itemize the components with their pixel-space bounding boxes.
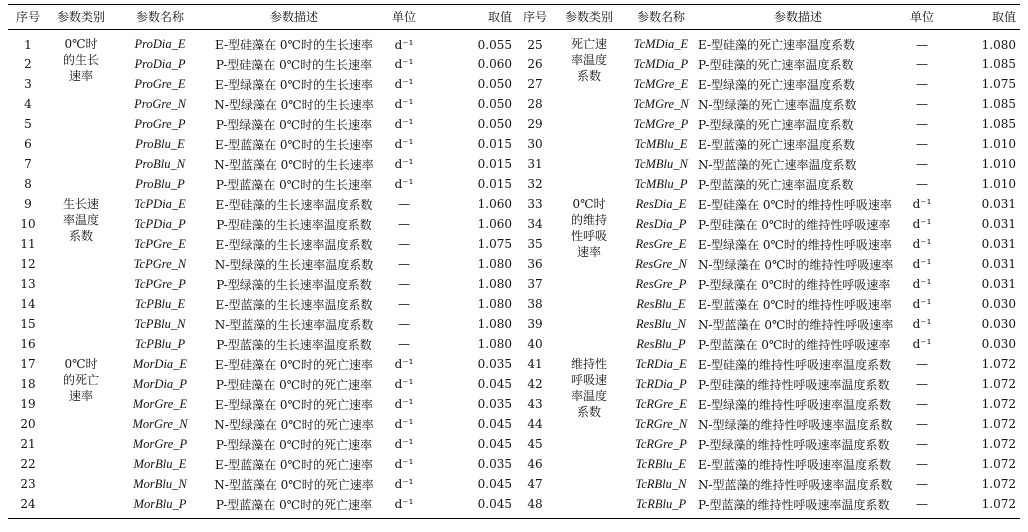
param-desc-2: N-型绿藻的死亡速率温度系数 <box>698 97 857 112</box>
param-name-2: TcRGre_N <box>634 416 688 431</box>
param-desc: E-型硅藻在 0℃时的死亡速率 <box>215 357 373 372</box>
row-no-2: 31 <box>527 157 543 171</box>
row-no-2: 34 <box>527 217 543 231</box>
param-value: 0.035 <box>477 457 512 471</box>
row-no-2: 26 <box>527 57 543 71</box>
header-category: 参数类别 <box>48 4 114 29</box>
row-no: 5 <box>24 117 32 131</box>
param-desc: E-型硅藻在 0℃时的生长速率 <box>215 38 373 53</box>
table-row <box>8 214 1020 234</box>
param-desc-2: N-型蓝藻的维持性呼吸速率温度系数 <box>698 477 893 492</box>
param-desc-2: N-型蓝藻在 0℃时的维持性呼吸速率 <box>698 317 894 332</box>
param-desc-2: E-型绿藻在 0℃时的维持性呼吸速率 <box>698 237 892 252</box>
table-row <box>8 94 1020 114</box>
param-value: 0.050 <box>477 97 512 111</box>
param-desc-2: E-型蓝藻的死亡速率温度系数 <box>698 137 856 152</box>
param-unit-2: — <box>916 397 928 411</box>
param-desc: P-型蓝藻在 0℃时的死亡速率 <box>215 497 373 512</box>
param-desc: E-型硅藻的生长速率温度系数 <box>215 197 373 212</box>
param-unit-2: — <box>916 497 928 511</box>
param-unit-2: d⁻¹ <box>912 277 932 291</box>
row-no: 13 <box>20 277 36 291</box>
param-unit-2: — <box>916 57 928 71</box>
table-row <box>8 254 1020 274</box>
table-row <box>8 494 1020 514</box>
header-unit: 单位 <box>382 4 426 29</box>
param-name: MorGre_P <box>132 436 188 451</box>
param-unit: d⁻¹ <box>394 477 414 491</box>
param-unit: d⁻¹ <box>394 417 414 431</box>
param-value-2: 0.031 <box>981 257 1016 271</box>
param-name-2: ResBlu_P <box>636 336 686 351</box>
param-unit-2: — <box>916 157 928 171</box>
param-value-2: 1.075 <box>981 77 1016 91</box>
param-desc-2: N-型蓝藻的死亡速率温度系数 <box>698 157 857 172</box>
table-body <box>8 29 1020 514</box>
param-desc: N-型蓝藻的生长速率温度系数 <box>214 317 374 332</box>
row-no-2: 42 <box>527 377 543 391</box>
row-no: 20 <box>20 417 36 431</box>
param-value: 0.045 <box>477 477 512 491</box>
param-unit: d⁻¹ <box>394 37 414 52</box>
table-row <box>8 394 1020 414</box>
param-desc-2: E-型绿藻的死亡速率温度系数 <box>698 77 856 92</box>
table-row <box>8 354 1020 374</box>
param-unit: — <box>398 317 410 331</box>
row-no: 19 <box>20 397 36 411</box>
header-name-2: 参数名称 <box>624 4 698 29</box>
table-row <box>8 454 1020 474</box>
param-desc: P-型硅藻在 0℃时的死亡速率 <box>215 377 373 392</box>
row-no-2: 40 <box>527 337 543 351</box>
param-name: TcPGre_E <box>134 236 186 251</box>
row-no-2: 25 <box>527 37 543 52</box>
row-no: 2 <box>24 57 32 71</box>
row-no: 1 <box>24 37 32 52</box>
category-cell-2 <box>554 354 624 514</box>
param-value: 0.045 <box>477 497 512 511</box>
param-name-2: TcMDia_P <box>633 56 689 71</box>
table-row <box>8 29 1020 54</box>
param-unit: — <box>398 277 410 291</box>
param-name: MorGre_E <box>132 396 188 411</box>
param-desc-2: P-型蓝藻的维持性呼吸速率温度系数 <box>698 497 890 512</box>
param-unit-2: d⁻¹ <box>912 257 932 271</box>
row-no: 18 <box>20 377 36 391</box>
param-name-2: ResDia_E <box>635 196 687 211</box>
row-no: 21 <box>20 437 36 451</box>
param-value: 1.080 <box>477 277 512 291</box>
param-unit: d⁻¹ <box>394 157 414 171</box>
param-unit-2: — <box>916 417 928 431</box>
table-row <box>8 434 1020 454</box>
category-label-2: 0℃时的维持性呼吸速率 <box>570 197 607 259</box>
parameter-table <box>8 4 1020 514</box>
param-unit-2: d⁻¹ <box>912 297 932 311</box>
param-name-2: TcMGre_E <box>633 76 689 91</box>
param-desc: P-型蓝藻的生长速率温度系数 <box>216 337 372 352</box>
row-no-2: 29 <box>527 117 543 131</box>
param-unit: — <box>398 217 410 231</box>
param-name-2: TcMBlu_E <box>634 136 688 151</box>
param-desc: P-型绿藻的生长速率温度系数 <box>216 277 372 292</box>
param-name-2: TcMBlu_P <box>634 176 688 191</box>
param-value: 1.080 <box>477 297 512 311</box>
category-cell-2 <box>554 29 624 194</box>
param-value-2: 0.031 <box>981 197 1016 211</box>
param-name-2: ResBlu_N <box>636 316 686 331</box>
param-unit-2: — <box>916 77 928 91</box>
param-unit: — <box>398 197 410 211</box>
table-row <box>8 474 1020 494</box>
param-desc-2: E-型绿藻的维持性呼吸速率温度系数 <box>698 397 892 412</box>
category-label: 0℃时的死亡速率 <box>62 357 99 403</box>
header-no-2: 序号 <box>516 4 554 29</box>
param-value: 0.050 <box>477 77 512 91</box>
param-value: 0.035 <box>477 397 512 411</box>
param-name: TcPGre_N <box>133 256 187 271</box>
param-unit-2: — <box>916 37 928 52</box>
header-value-2: 取值 <box>946 4 1020 29</box>
param-desc-2: E-型硅藻的死亡速率温度系数 <box>698 38 856 53</box>
param-name: ProGre_N <box>134 96 186 111</box>
table-row <box>8 174 1020 194</box>
table-row <box>8 414 1020 434</box>
row-no-2: 30 <box>527 137 543 151</box>
row-no-2: 32 <box>527 177 543 191</box>
param-name-2: TcMDia_E <box>633 37 689 52</box>
param-value-2: 1.072 <box>981 477 1016 491</box>
param-value-2: 1.072 <box>981 417 1016 431</box>
param-value: 1.080 <box>477 257 512 271</box>
param-unit: d⁻¹ <box>394 457 414 471</box>
table-row <box>8 134 1020 154</box>
param-name-2: TcRGre_E <box>635 396 687 411</box>
param-unit: d⁻¹ <box>394 117 414 131</box>
row-no-2: 47 <box>527 477 543 491</box>
param-name: TcPBlu_N <box>134 316 186 331</box>
param-desc: P-型绿藻在 0℃时的死亡速率 <box>215 437 373 452</box>
param-value: 0.060 <box>477 57 512 71</box>
row-no-2: 28 <box>527 97 543 111</box>
param-name-2: ResDia_P <box>635 216 687 231</box>
param-value-2: 1.072 <box>981 357 1016 371</box>
param-name: MorBlu_E <box>133 456 187 471</box>
param-desc-2: P-型硅藻的维持性呼吸速率温度系数 <box>698 377 890 392</box>
row-no-2: 38 <box>527 297 543 311</box>
param-desc: E-型蓝藻的生长速率温度系数 <box>215 297 373 312</box>
param-value-2: 1.085 <box>981 117 1016 131</box>
category-cell <box>48 354 114 514</box>
table-row <box>8 154 1020 174</box>
param-value: 0.045 <box>477 377 512 391</box>
param-value-2: 1.085 <box>981 97 1016 111</box>
param-value-2: 1.080 <box>981 37 1016 52</box>
table-row <box>8 234 1020 254</box>
table-row <box>8 374 1020 394</box>
param-value: 0.015 <box>477 157 512 171</box>
row-no: 24 <box>20 497 36 511</box>
category-label-2: 死亡速率温度系数 <box>570 36 607 83</box>
param-unit: — <box>398 337 410 351</box>
param-desc: N-型绿藻的生长速率温度系数 <box>214 257 374 272</box>
param-value: 0.050 <box>477 117 512 131</box>
header-value: 取值 <box>426 4 516 29</box>
param-desc-2: P-型蓝藻的死亡速率温度系数 <box>698 177 854 192</box>
param-name: TcPDia_P <box>134 216 186 231</box>
header-no: 序号 <box>8 4 48 29</box>
param-unit: — <box>398 237 410 251</box>
param-unit-2: — <box>916 177 928 191</box>
param-unit-2: d⁻¹ <box>912 317 932 331</box>
param-unit-2: d⁻¹ <box>912 237 932 251</box>
param-desc-2: P-型蓝藻在 0℃时的维持性呼吸速率 <box>698 337 891 352</box>
param-value-2: 1.010 <box>981 157 1016 171</box>
param-desc: N-型绿藻在 0℃时的死亡速率 <box>214 417 374 432</box>
param-unit-2: — <box>916 457 928 471</box>
header-desc-2: 参数描述 <box>698 4 898 29</box>
param-desc-2: P-型绿藻在 0℃时的维持性呼吸速率 <box>698 277 891 292</box>
param-value-2: 0.031 <box>981 217 1016 231</box>
row-no-2: 33 <box>527 197 543 211</box>
table-row <box>8 314 1020 334</box>
param-value: 1.060 <box>477 197 512 211</box>
param-unit: d⁻¹ <box>394 177 414 191</box>
header-unit-2: 单位 <box>898 4 946 29</box>
row-no-2: 41 <box>527 357 543 371</box>
param-desc-2: P-型硅藻在 0℃时的维持性呼吸速率 <box>698 217 891 232</box>
row-no: 14 <box>20 297 36 311</box>
row-no: 3 <box>24 77 32 91</box>
table-row <box>8 334 1020 354</box>
row-no-2: 35 <box>527 237 543 251</box>
row-no-2: 45 <box>527 437 543 451</box>
param-unit-2: — <box>916 357 928 371</box>
category-label: 生长速率温度系数 <box>62 197 99 243</box>
param-name: ProBlu_P <box>135 176 185 191</box>
table-row <box>8 194 1020 214</box>
param-desc: P-型硅藻在 0℃时的生长速率 <box>215 57 373 72</box>
row-no-2: 36 <box>527 257 543 271</box>
param-unit: d⁻¹ <box>394 137 414 151</box>
header-category-2: 参数类别 <box>554 4 624 29</box>
param-unit-2: — <box>916 477 928 491</box>
param-unit: d⁻¹ <box>394 357 414 371</box>
param-name: ProDia_E <box>134 37 186 52</box>
param-unit-2: — <box>916 437 928 451</box>
row-no-2: 37 <box>527 277 543 291</box>
param-desc-2: E-型蓝藻在 0℃时的维持性呼吸速率 <box>698 297 892 312</box>
param-value: 0.055 <box>477 37 512 52</box>
param-desc: N-型绿藻在 0℃时的生长速率 <box>214 97 374 112</box>
param-name-2: TcRGre_P <box>635 436 687 451</box>
param-name: MorBlu_P <box>133 496 187 511</box>
param-name: MorDia_P <box>132 376 188 391</box>
row-no-2: 48 <box>527 497 543 511</box>
param-name: MorGre_N <box>132 416 188 431</box>
row-no-2: 44 <box>527 417 543 431</box>
param-unit: d⁻¹ <box>394 77 414 91</box>
param-value: 1.080 <box>477 317 512 331</box>
param-value: 1.075 <box>477 237 512 251</box>
param-desc: E-型绿藻在 0℃时的生长速率 <box>215 77 373 92</box>
param-desc: E-型蓝藻在 0℃时的死亡速率 <box>215 457 373 472</box>
row-no: 8 <box>24 177 32 191</box>
param-desc-2: P-型绿藻的死亡速率温度系数 <box>698 117 854 132</box>
param-name-2: TcRDia_P <box>635 376 687 391</box>
param-value-2: 1.072 <box>981 457 1016 471</box>
row-no-2: 46 <box>527 457 543 471</box>
category-cell-2 <box>554 194 624 354</box>
param-name-2: TcMGre_P <box>633 116 689 131</box>
row-no-2: 27 <box>527 77 543 91</box>
param-value-2: 0.030 <box>981 337 1016 351</box>
param-value-2: 0.030 <box>981 297 1016 311</box>
param-name-2: TcMBlu_N <box>634 156 688 171</box>
param-value: 1.060 <box>477 217 512 231</box>
param-value: 1.080 <box>477 337 512 351</box>
param-unit-2: — <box>916 137 928 151</box>
row-no: 9 <box>24 197 32 211</box>
param-value: 0.045 <box>477 417 512 431</box>
param-value-2: 0.030 <box>981 317 1016 331</box>
row-no: 11 <box>20 237 36 251</box>
param-desc-2: N-型绿藻的维持性呼吸速率温度系数 <box>698 417 893 432</box>
header-name: 参数名称 <box>114 4 206 29</box>
param-desc: P-型硅藻的生长速率温度系数 <box>216 217 372 232</box>
row-no: 12 <box>20 257 36 271</box>
row-no-2: 43 <box>527 397 543 411</box>
param-desc-2: P-型绿藻的维持性呼吸速率温度系数 <box>698 437 890 452</box>
param-desc: E-型蓝藻在 0℃时的生长速率 <box>215 137 373 152</box>
param-unit: d⁻¹ <box>394 377 414 391</box>
category-label-2: 维持性呼吸速率温度系数 <box>570 357 607 419</box>
param-value-2: 1.072 <box>981 437 1016 451</box>
param-desc: N-型蓝藻在 0℃时的死亡速率 <box>214 477 374 492</box>
param-unit: d⁻¹ <box>394 97 414 111</box>
table-row <box>8 54 1020 74</box>
row-no: 15 <box>20 317 36 331</box>
table-row <box>8 274 1020 294</box>
header-desc: 参数描述 <box>206 4 382 29</box>
table-row <box>8 114 1020 134</box>
param-value: 0.035 <box>477 357 512 371</box>
param-desc: P-型绿藻在 0℃时的生长速率 <box>215 117 373 132</box>
param-value-2: 1.072 <box>981 397 1016 411</box>
param-value: 0.045 <box>477 437 512 451</box>
param-desc-2: P-型硅藻的死亡速率温度系数 <box>698 57 854 72</box>
param-value-2: 1.010 <box>981 177 1016 191</box>
row-no: 7 <box>24 157 32 171</box>
param-name-2: TcMGre_N <box>633 96 689 111</box>
row-no: 6 <box>24 137 32 151</box>
param-unit-2: d⁻¹ <box>912 337 932 351</box>
param-name: MorDia_E <box>132 356 188 371</box>
param-value-2: 1.072 <box>981 377 1016 391</box>
param-desc: E-型绿藻的生长速率温度系数 <box>215 237 373 252</box>
param-value-2: 1.085 <box>981 57 1016 71</box>
param-unit-2: — <box>916 97 928 111</box>
param-value-2: 0.031 <box>981 277 1016 291</box>
param-desc: E-型绿藻在 0℃时的死亡速率 <box>215 397 373 412</box>
param-name-2: ResGre_E <box>635 236 687 251</box>
param-desc-2: E-型硅藻在 0℃时的维持性呼吸速率 <box>698 197 892 212</box>
category-cell <box>48 29 114 194</box>
param-unit: — <box>398 297 410 311</box>
param-unit: d⁻¹ <box>394 397 414 411</box>
category-cell <box>48 194 114 354</box>
header-row <box>8 4 1020 29</box>
category-label: 0℃时的生长速率 <box>62 36 99 83</box>
param-desc-2: E-型硅藻的维持性呼吸速率温度系数 <box>698 357 892 372</box>
row-no: 22 <box>20 457 36 471</box>
param-unit: d⁻¹ <box>394 437 414 451</box>
param-name: ProGre_E <box>134 76 186 91</box>
param-value: 0.015 <box>477 137 512 151</box>
param-name: TcPBlu_E <box>134 296 186 311</box>
param-name: TcPBlu_P <box>134 336 186 351</box>
param-name-2: ResGre_P <box>635 276 687 291</box>
row-no: 16 <box>20 337 36 351</box>
param-name-2: ResBlu_E <box>636 296 686 311</box>
param-name-2: ResGre_N <box>635 256 687 271</box>
param-unit-2: — <box>916 117 928 131</box>
param-name: ProGre_P <box>134 116 186 131</box>
param-desc: P-型蓝藻在 0℃时的生长速率 <box>215 177 373 192</box>
param-value-2: 1.010 <box>981 137 1016 151</box>
param-unit: d⁻¹ <box>394 57 414 71</box>
table-row <box>8 74 1020 94</box>
param-name: ProBlu_N <box>134 156 186 171</box>
table-row <box>8 294 1020 314</box>
param-unit-2: d⁻¹ <box>912 217 932 231</box>
param-name: ProDia_P <box>134 56 186 71</box>
param-name: TcPGre_P <box>134 276 186 291</box>
param-unit-2: — <box>916 377 928 391</box>
row-no-2: 39 <box>527 317 543 331</box>
param-value: 0.015 <box>477 177 512 191</box>
param-value-2: 0.031 <box>981 237 1016 251</box>
param-name: MorBlu_N <box>133 476 187 491</box>
bottom-rule <box>8 518 1020 519</box>
param-unit: — <box>398 257 410 271</box>
row-no: 10 <box>20 217 36 231</box>
param-unit-2: d⁻¹ <box>912 197 932 211</box>
param-name-2: TcRBlu_P <box>635 496 687 511</box>
param-name-2: TcRBlu_N <box>635 476 687 491</box>
param-desc-2: E-型蓝藻的维持性呼吸速率温度系数 <box>698 457 892 472</box>
param-unit: d⁻¹ <box>394 497 414 511</box>
param-value-2: 1.072 <box>981 497 1016 511</box>
param-desc: N-型蓝藻在 0℃时的生长速率 <box>214 157 374 172</box>
row-no: 4 <box>24 97 32 111</box>
param-desc-2: N-型绿藻在 0℃时的维持性呼吸速率 <box>698 257 894 272</box>
param-name: ProBlu_E <box>135 136 185 151</box>
row-no: 23 <box>20 477 36 491</box>
param-name-2: TcRBlu_E <box>635 456 687 471</box>
param-name: TcPDia_E <box>134 196 186 211</box>
row-no: 17 <box>20 357 36 371</box>
param-name-2: TcRDia_E <box>635 356 687 371</box>
